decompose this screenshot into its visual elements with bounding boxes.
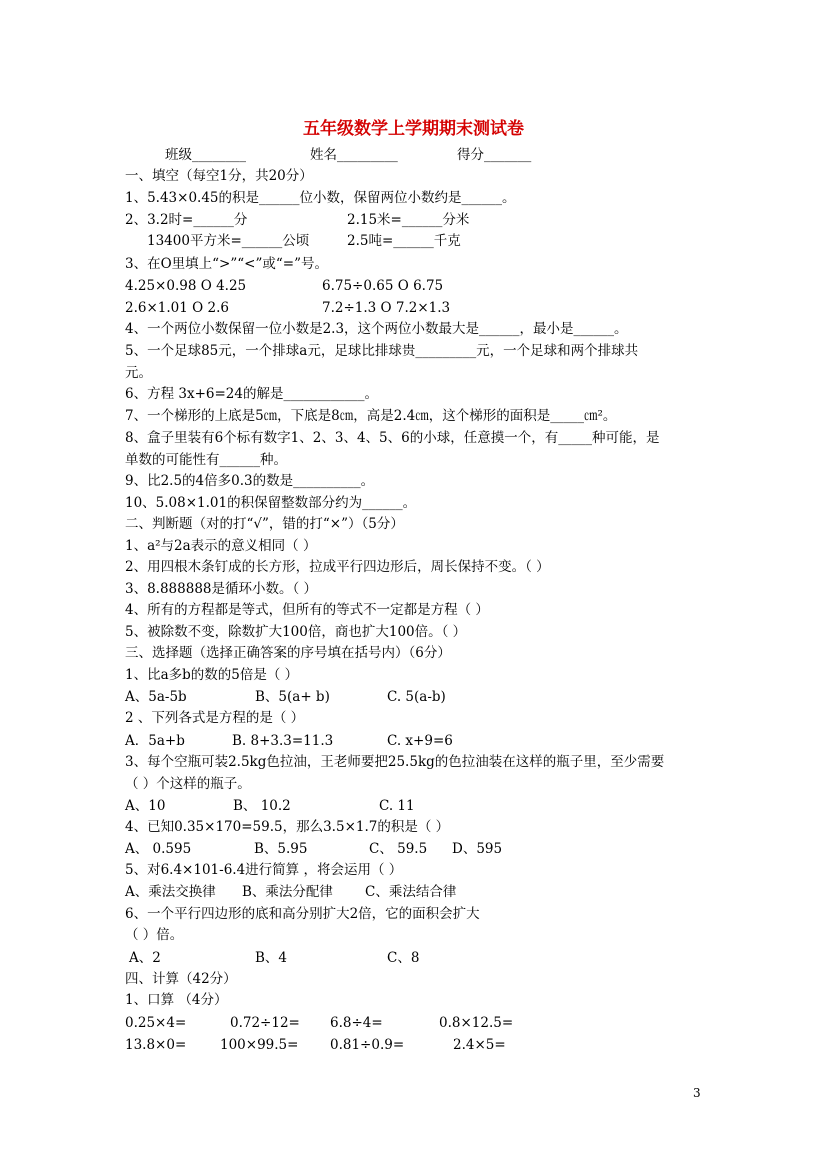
exam-line: （ ）倍。	[125, 927, 184, 943]
exam-line	[125, 840, 705, 858]
exam-line: 4、一个两位小数保留一位小数是2.3，这个两位小数最大是______，最小是______。	[125, 321, 628, 337]
exam-line: 二、判断题（对的打“√”，错的打“×”）（5分）	[125, 516, 404, 532]
exam-line: 单数的可能性有______种。	[125, 452, 287, 468]
exam-line: 8、盒子里装有6个标有数字1、2、3、4、5、6的小球，任意摸一个，有_____种可能，是	[125, 430, 660, 446]
exam-line-cell: A．5a+b	[125, 733, 185, 749]
exam-line-cell: 0.81÷0.9=	[330, 1037, 405, 1053]
exam-line: 6、方程 3x+6=24的解是____________。	[125, 386, 378, 402]
exam-line-cell: 6.75÷0.65 O 6.75	[322, 278, 444, 294]
page-number: 3	[693, 1086, 701, 1100]
exam-line-cell: 2.5吨=______千克	[347, 233, 461, 249]
exam-line: 3、在O里填上“>”“<”或“=”号。	[125, 256, 329, 272]
exam-line: 10、5.08×1.01的积保留整数部分约为______。	[125, 495, 417, 511]
exam-line: 3、每个空瓶可装2.5kg色拉油，王老师要把25.5kg的色拉油装在这样的瓶子里，至少需要	[125, 754, 665, 770]
exam-line-cell: 2.15米=______分米	[347, 212, 470, 228]
exam-line: 5、对6.4×101-6.4进行简算 ，将会运用（ ）	[125, 862, 403, 878]
exam-line-cell: 姓名_________	[310, 147, 398, 163]
exam-line-cell: C、8	[387, 950, 420, 966]
exam-line	[125, 277, 705, 295]
exam-line-cell: 2.4×5=	[453, 1037, 506, 1053]
exam-line-cell: C. 11	[379, 798, 415, 814]
exam-line-cell: 6.8÷4=	[330, 1015, 383, 1031]
exam-line-cell: C、 59.5	[369, 841, 428, 857]
exam-line-cell: 0.72÷12=	[230, 1015, 300, 1031]
exam-line-cell: 2、3.2时=______分	[125, 212, 248, 228]
exam-line-cell: 0.8×12.5=	[439, 1015, 514, 1031]
exam-line-cell: A、5a-5b	[125, 689, 187, 705]
exam-line-cell: B、4	[255, 950, 288, 966]
exam-line-cell: A、10	[125, 798, 166, 814]
exam-line	[125, 1014, 705, 1032]
exam-line: 3、8.888888是循环小数。（ ）	[125, 581, 318, 597]
exam-line-cell: 7.2÷1.3 O 7.2×1.3	[322, 300, 451, 316]
exam-line	[125, 299, 705, 317]
exam-line	[125, 949, 705, 967]
exam-line: 四、计算（42分）	[125, 971, 237, 987]
exam-line: 1、a²与2a表示的意义相同（ ）	[125, 538, 317, 554]
exam-line: 6、一个平行四边形的底和高分别扩大2倍，它的面积会扩大	[125, 906, 480, 922]
exam-line-cell: C、乘法结合律	[365, 884, 457, 900]
exam-line-cell: A、2	[129, 950, 161, 966]
exam-line: 1、口算 （4分）	[125, 992, 228, 1008]
exam-line	[125, 732, 705, 750]
exam-line: 元。	[125, 365, 152, 381]
exam-line	[125, 211, 705, 229]
exam-line-cell: 13400平方米=______公顷	[147, 233, 310, 249]
exam-line: 5、被除数不变，除数扩大100倍，商也扩大100倍。（ ）	[125, 624, 467, 640]
exam-line-cell: B、乘法分配律	[242, 884, 333, 900]
exam-line	[125, 1036, 705, 1054]
exam-line-cell: 得分_______	[457, 147, 532, 163]
exam-line: 三、选择题（选择正确答案的序号填在括号内）（6分）	[125, 645, 451, 661]
exam-line	[125, 146, 705, 164]
exam-line: 7、一个梯形的上底是5㎝，下底是8㎝，高是2.4㎝，这个梯形的面积是_____㎝²。	[125, 408, 617, 424]
exam-line: 2、用四根木条钉成的长方形，拉成平行四边形后，周长保持不变。（ ）	[125, 559, 550, 575]
exam-line-cell: 4.25×0.98 O 4.25	[125, 278, 247, 294]
exam-line: 一、填空（每空1分，共20分）	[125, 168, 313, 184]
exam-line: 1、比a多b的数的5倍是（ ）	[125, 667, 299, 683]
exam-line-cell: 班级________	[165, 147, 246, 163]
exam-line	[125, 232, 705, 250]
exam-line-cell: 13.8×0=	[125, 1037, 187, 1053]
exam-line: （ ）个这样的瓶子。	[125, 776, 251, 792]
exam-line: 5、一个足球85元，一个排球a元，足球比排球贵_________元，一个足球和两个排球共	[125, 343, 639, 359]
exam-line-cell: B. 8+3.3=11.3	[232, 733, 334, 749]
exam-line-cell: 0.25×4=	[125, 1015, 187, 1031]
exam-line-cell: B、5(a+ b)	[255, 689, 330, 705]
exam-line-cell: A、乘法交换律	[125, 884, 216, 900]
exam-line	[125, 688, 705, 706]
exam-line-cell: 2.6×1.01 O 2.6	[125, 300, 229, 316]
exam-line: 4、所有的方程都是等式，但所有的等式不一定都是方程（ ）	[125, 602, 489, 618]
exam-line-cell: 100×99.5=	[220, 1037, 299, 1053]
exam-line-cell: C. x+9=6	[387, 733, 453, 749]
exam-line-cell: A、 0.595	[125, 841, 192, 857]
exam-line	[125, 883, 705, 901]
exam-line-cell: D、595	[452, 841, 503, 857]
exam-line-cell: B、 10.2	[233, 798, 291, 814]
exam-line	[125, 797, 705, 815]
exam-line: 2 、下列各式是方程的是（ ）	[125, 710, 305, 726]
exam-line: 1、5.43×0.45的积是______位小数，保留两位小数约是______。	[125, 190, 516, 206]
exam-line-cell: B、5.95	[254, 841, 308, 857]
exam-line: 4、已知0.35×170=59.5，那么3.5×1.7的积是（ ）	[125, 819, 450, 835]
exam-title: 五年级数学上学期期末测试卷	[303, 119, 524, 139]
exam-line-cell: C. 5(a-b)	[387, 689, 446, 705]
exam-line: 9、比2.5的4倍多0.3的数是__________。	[125, 473, 375, 489]
